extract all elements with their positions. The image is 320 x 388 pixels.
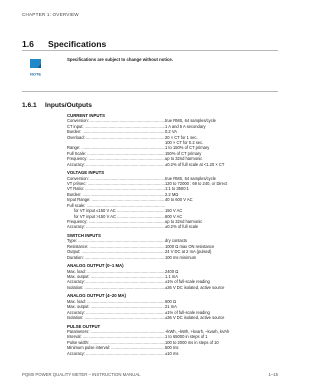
spec-label: Full Scale: ..... — [67, 151, 165, 156]
spec-value: 150 V AC — [165, 208, 183, 214]
subsection-number: 1.6.1 — [22, 102, 37, 109]
spec-value: true RMS, 64 samples/cycle — [165, 175, 216, 181]
spec-row — [67, 351, 277, 356]
spec-group-title: SWITCH INPUTS — [67, 232, 101, 238]
spec-label: Isolation: ..... — [67, 315, 165, 320]
spec-value: up to 32nd harmonic — [165, 218, 203, 224]
spec-row — [67, 224, 277, 229]
spec-label: Accuracy: ..... — [67, 310, 165, 315]
spec-group-title: PULSE OUTPUT — [67, 323, 101, 329]
spec-label: for VT input >150 V AC ..... — [67, 214, 165, 219]
spec-group — [67, 293, 277, 320]
spec-value: 500 ms — [165, 345, 179, 351]
footer-manual-title: PQMII POWER QUALITY METER – INSTRUCTION MANUAL — [22, 372, 141, 377]
section-title: Specifications — [48, 39, 107, 49]
spec-label: Range: ..... — [67, 145, 165, 150]
spec-label: Max. output: ..... — [67, 304, 165, 309]
spec-label: Frequency: ..... — [67, 156, 165, 161]
footer-page-number: 1–15 — [268, 372, 278, 377]
spec-value: 1 to 150% of CT primary — [165, 145, 210, 151]
spec-label: Conversion: ..... — [67, 176, 165, 181]
spec-label: Accuracy: ..... — [67, 351, 165, 356]
spec-group — [67, 170, 277, 229]
note-label: NOTE — [29, 71, 42, 77]
spec-value: 20 × CT for 1 sec. — [165, 134, 198, 140]
spec-label: VT pri/sec: ..... — [67, 181, 165, 186]
spec-label: Output: ..... — [67, 249, 165, 254]
spec-value: +kWh, –kWh, +kvarh, –kvarh, kVAh — [165, 328, 230, 334]
section-number: 1.6 — [22, 39, 34, 49]
spec-value: ±36 V DC isolated, active source — [165, 314, 225, 320]
spec-label: Accuracy: ..... — [67, 162, 165, 167]
spec-group — [67, 263, 277, 290]
spec-value: ±36 V DC isolated, active source — [165, 284, 225, 290]
spec-value: 1:1 to 3500:1 — [165, 186, 189, 192]
spec-value: 600 Ω — [165, 298, 177, 304]
spec-label: Accuracy: ..... — [67, 224, 165, 229]
spec-label: Max. load: ..... — [67, 299, 165, 304]
spec-label: Accuracy: ..... — [67, 279, 165, 284]
spec-value: 24 V DC at 2 mA (pulsed) — [165, 249, 212, 255]
spec-value: ±0.2% of full scale — [165, 224, 199, 230]
running-header: CHAPTER 1: OVERVIEW — [22, 12, 79, 17]
spec-value: 100 ms minimum — [165, 254, 197, 260]
spec-label: Overload: ..... — [67, 135, 165, 140]
spec-value: true RMS, 64 samples/cycle — [165, 118, 216, 124]
spec-label: Burden: ..... — [67, 129, 165, 134]
note-divider — [22, 91, 278, 92]
spec-label: Input Range: ..... — [67, 197, 165, 202]
spec-label: Max. output: ..... — [67, 274, 165, 279]
spec-label: Duration: ..... — [67, 255, 165, 260]
spec-group — [67, 233, 277, 260]
spec-row — [67, 255, 277, 260]
spec-value: 600 V AC — [165, 213, 183, 219]
subsection-title: Inputs/Outputs — [45, 102, 92, 109]
spec-group — [67, 113, 277, 167]
section-divider — [22, 50, 278, 51]
section-heading — [22, 39, 106, 49]
spec-value: 1.1 mA — [165, 273, 178, 279]
spec-value: 120 to 72000 : 69 to 240, or Direct — [165, 181, 228, 187]
spec-value: 1 A and 5 A secondary — [165, 123, 206, 129]
spec-value: dry contacts — [165, 238, 188, 244]
note-icon — [28, 57, 46, 77]
spec-label: Max. load: ..... — [67, 269, 165, 274]
spec-group-title: VOLTAGE INPUTS — [67, 170, 105, 176]
spec-value: ±1% of full-scale reading — [165, 309, 210, 315]
spec-value: up to 32nd harmonic — [165, 156, 203, 162]
spec-label: Frequency: ..... — [67, 219, 165, 224]
spec-value: ±1% of full-scale reading — [165, 279, 210, 285]
spec-group-title: ANALOG OUTPUT (4–20 MA) — [67, 293, 126, 299]
spec-label: for VT input ≤150 V AC ..... — [67, 208, 165, 213]
spec-label: Conversion: ..... — [67, 118, 165, 123]
spec-label: Burden: ..... — [67, 192, 165, 197]
spec-value: 1 to 65000 in steps of 1 — [165, 334, 208, 340]
spec-label: Pulse width: ..... — [67, 340, 165, 345]
subsection-heading — [22, 102, 92, 109]
spec-value: 2.2 MΩ — [165, 191, 179, 197]
spec-label: Full scale: ..... — [67, 203, 165, 208]
spec-value: 0.2 VA — [165, 129, 177, 135]
spec-label: Resistance: ..... — [67, 244, 165, 249]
spec-value: 21 mA — [165, 304, 177, 310]
spec-value: ±10 ms — [165, 350, 179, 356]
spec-label: CT input: ..... — [67, 124, 165, 129]
spec-value: ±0.2% of full scale at <1.20 × CT — [165, 161, 225, 167]
note-text: Specifications are subject to change without notice. — [67, 57, 174, 62]
spec-group-title: CURRENT INPUTS — [67, 113, 105, 118]
spec-value: 40 to 600 V AC — [165, 197, 193, 203]
spec-row — [67, 285, 277, 290]
spec-value: 100 to 2000 ms in steps of 10 — [165, 339, 219, 345]
spec-value: 100 × CT for 0.2 sec. — [165, 140, 204, 146]
spec-group-title: ANALOG OUTPUT (0–1 MA) — [67, 263, 124, 269]
spec-label: Interval: ..... — [67, 334, 165, 339]
spec-label: Parameters: ..... — [67, 329, 165, 334]
spec-label: Type: ..... — [67, 238, 165, 243]
spec-label: Isolation: ..... — [67, 285, 165, 290]
spec-label: Minimum pulse interval: ..... — [67, 345, 165, 350]
spec-value: 2400 Ω — [165, 268, 179, 274]
spec-list — [67, 113, 277, 359]
spec-label: VT Ratio: ..... — [67, 186, 165, 191]
spec-value: 150% of CT primary — [165, 150, 202, 156]
spec-row — [67, 315, 277, 320]
spec-row — [67, 162, 277, 167]
spec-value: 1000 Ω max ON resistance — [165, 243, 215, 249]
spec-group — [67, 324, 277, 356]
